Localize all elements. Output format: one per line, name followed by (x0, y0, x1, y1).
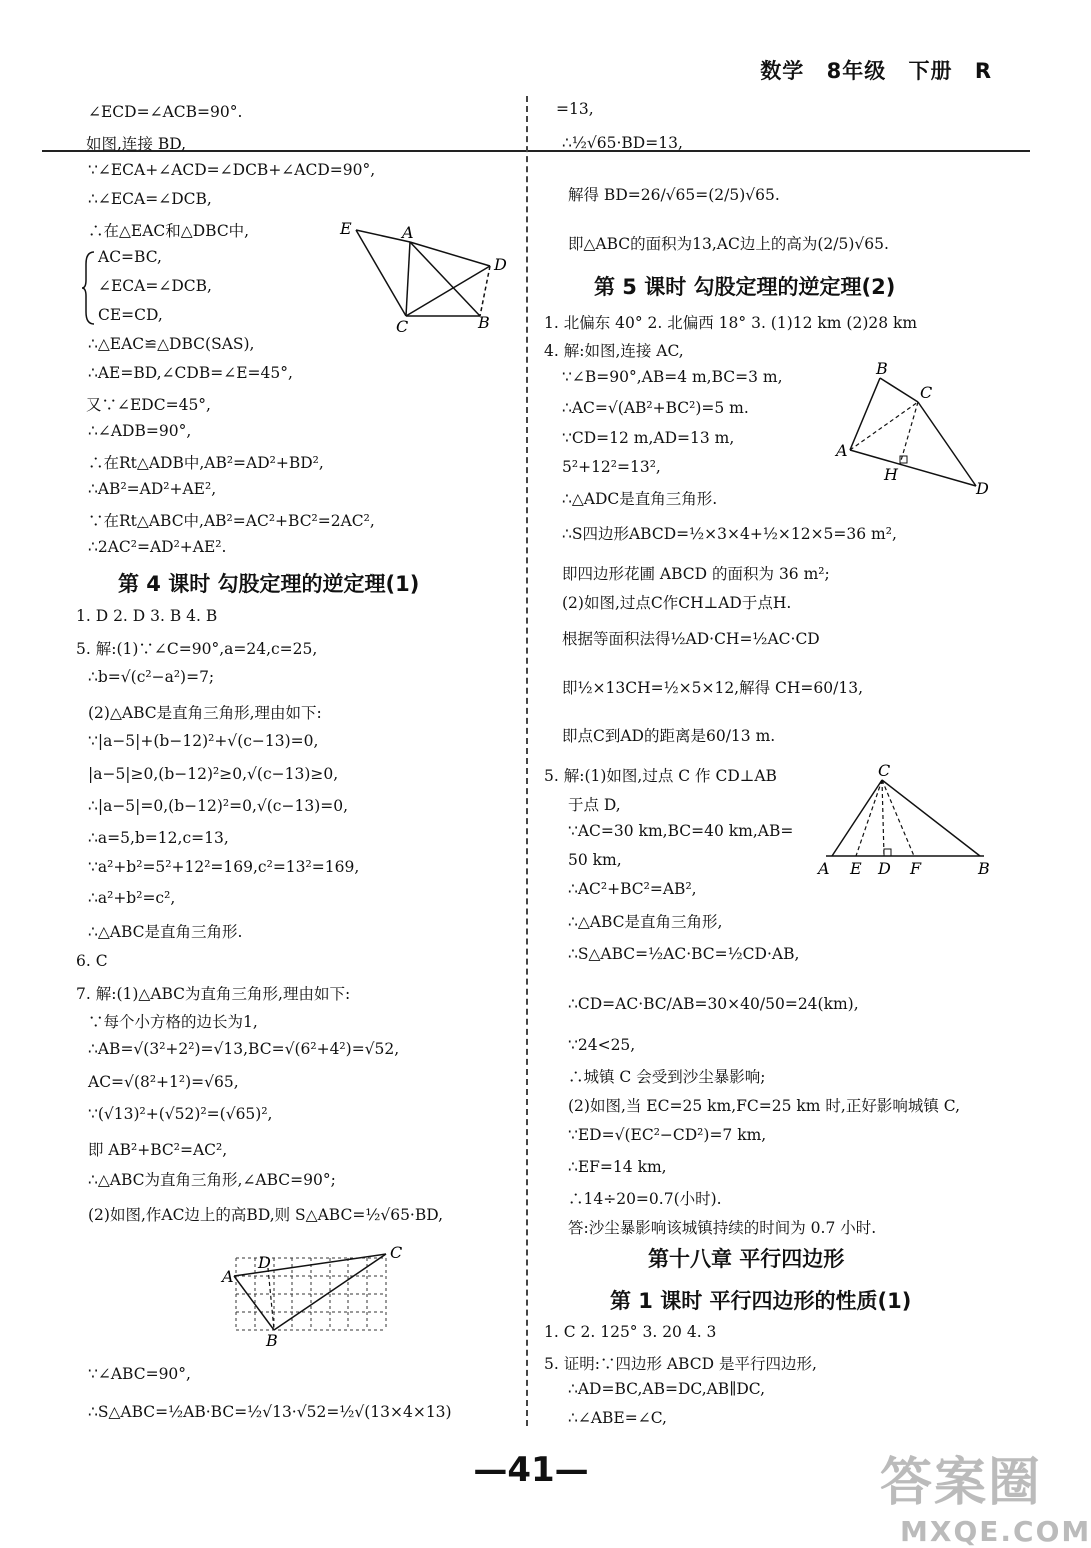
fig1-label: B (478, 313, 490, 332)
header-subject: 数学 (760, 59, 805, 83)
text-line: ∵CD=12 m,AD=13 m, (562, 429, 735, 447)
text-line: 6. C (76, 952, 108, 970)
figure-triangles-eacdb (336, 216, 526, 336)
figure-grid-triangle (220, 1242, 410, 1352)
watermark (880, 1440, 1091, 1548)
text-line: 解得 BD=26/√65=(2/5)√65. (568, 186, 780, 204)
fig3-label: D (976, 479, 989, 498)
fig3-label: C (920, 383, 933, 402)
fig4-label: D (878, 859, 891, 878)
text-line: ∴a=5,b=12,c=13, (88, 829, 229, 847)
text-line: ∴EF=14 km, (568, 1158, 667, 1176)
text-line: ∴½√65·BD=13, (562, 134, 683, 152)
text-line: ∴14÷20=0.7(小时). (568, 1190, 722, 1208)
fig3-label: B (876, 359, 888, 378)
text-line: 50 km, (568, 851, 622, 869)
text-line: ∴S△ABC=½AC·BC=½CD·AB, (568, 945, 800, 963)
text-line: ∴a²+b²=c², (88, 889, 176, 907)
text-line: ∵ED=√(EC²−CD²)=7 km, (568, 1126, 767, 1144)
text-line: ∴∠ADB=90°, (88, 422, 192, 440)
text-line: ∴城镇 C 会受到沙尘暴影响; (568, 1068, 766, 1086)
text-line: ∵AC=30 km,BC=40 km,AB= (568, 822, 794, 840)
text-line: ∴AD=BC,AB=DC,AB∥DC, (568, 1380, 766, 1398)
fig4-label: A (818, 859, 830, 878)
fig1-label: C (396, 317, 409, 336)
text-line: ∵a²+b²=5²+12²=169,c²=13²=169, (88, 858, 360, 876)
fig1-label: D (494, 255, 507, 274)
text-line: ∠ECD=∠ACB=90°. (88, 103, 243, 121)
fig2-label: B (266, 1331, 278, 1350)
figure-triangle-cab (812, 762, 1002, 880)
text-line: ∵在Rt△ABC中,AB²=AC²+BC²=2AC², (88, 512, 375, 530)
figure-quadrilateral-abcd (832, 360, 1002, 500)
text-line: AC=BC, (98, 248, 162, 266)
text-line: ∵∠ABC=90°, (88, 1365, 191, 1383)
text-line: ∴∠ECA=∠DCB, (88, 190, 212, 208)
text-line: ∴△ABC是直角三角形, (568, 913, 723, 931)
fig1-label: E (340, 219, 352, 238)
text-line: (2)△ABC是直角三角形,理由如下: (88, 704, 322, 722)
text-line: ∵每个小方格的边长为1, (88, 1013, 258, 1031)
fig1-label: A (402, 223, 414, 242)
text-line: 即 AB²+BC²=AC², (88, 1141, 228, 1159)
text-line: ∴△ADC是直角三角形. (562, 490, 718, 508)
text-line: 1. 北偏东 40° 2. 北偏西 18° 3. (1)12 km (2)28 km (544, 314, 918, 332)
text-line: 根据等面积法得½AD·CH=½AC·CD (562, 630, 820, 648)
text-line: ∴△ABC是直角三角形. (88, 923, 243, 941)
text-line: ∴△EAC≌△DBC(SAS), (88, 335, 255, 353)
text-line: ∴AE=BD,∠CDB=∠E=45°, (88, 364, 293, 382)
fig4-label: C (878, 761, 891, 780)
fig4-label: B (978, 859, 990, 878)
text-line: =13, (556, 100, 594, 118)
fig3-label: A (836, 441, 848, 460)
text-line: (2)如图,过点C作CH⊥AD于点H. (562, 594, 792, 612)
section-title: 第 1 课时 平行四边形的性质(1) (610, 1289, 912, 1313)
text-line: ∠ECA=∠DCB, (98, 277, 212, 295)
text-line: ∴S四边形ABCD=½×3×4+½×12×5=36 m², (562, 525, 897, 543)
text-line: ∵(√13)²+(√52)²=(√65)², (88, 1105, 273, 1123)
text-line: ∴2AC²=AD²+AE². (88, 538, 227, 556)
text-line: ∴S△ABC=½AB·BC=½√13·√52=½√(13×4×13) (88, 1403, 452, 1421)
watermark-url: MXQE.COM (900, 1515, 1091, 1548)
text-line: ∵∠B=90°,AB=4 m,BC=3 m, (562, 368, 783, 386)
text-line: ∴AC²+BC²=AB², (568, 880, 697, 898)
fig2-label: A (222, 1267, 234, 1286)
header-volume: 下册 (908, 59, 953, 83)
text-line: ∴|a−5|=0,(b−12)²=0,√(c−13)=0, (88, 797, 349, 815)
header-edition: R (974, 59, 992, 83)
text-line: |a−5|≥0,(b−12)²≥0,√(c−13)≥0, (88, 765, 339, 783)
text-line: 即点C到AD的距离是60/13 m. (562, 727, 776, 745)
text-line: 即四边形花圃 ABCD 的面积为 36 m²; (562, 565, 830, 583)
section-title: 第 5 课时 勾股定理的逆定理(2) (594, 275, 896, 299)
text-line: 1. C 2. 125° 3. 20 4. 3 (544, 1323, 717, 1341)
text-line: ∵|a−5|+(b−12)²+√(c−13)=0, (88, 732, 319, 750)
text-line: ∴AB²=AD²+AE², (88, 480, 217, 498)
text-line: ∴CD=AC·BC/AB=30×40/50=24(km), (568, 995, 859, 1013)
text-line: 5. 解:(1)∵∠C=90°,a=24,c=25, (76, 640, 318, 658)
text-line: ∴AC=√(AB²+BC²)=5 m. (562, 399, 749, 417)
fig2-label: C (390, 1243, 403, 1262)
chapter-title: 第十八章 平行四边形 (648, 1247, 845, 1271)
fig3-label: H (884, 465, 898, 484)
text-line: 5. 证明:∵四边形 ABCD 是平行四边形, (544, 1355, 817, 1373)
header-grade: 8年级 (826, 59, 887, 83)
text-line: CE=CD, (98, 306, 163, 324)
text-line: ∴△ABC为直角三角形,∠ABC=90°; (88, 1171, 336, 1189)
fig4-label: F (910, 859, 922, 878)
text-line: 又∵∠EDC=45°, (86, 396, 211, 414)
section-title: 第 4 课时 勾股定理的逆定理(1) (118, 572, 420, 596)
text-line: ∴在Rt△ADB中,AB²=AD²+BD², (88, 454, 324, 472)
text-line: 1. D 2. D 3. B 4. B (76, 607, 218, 625)
text-line: AC=√(8²+1²)=√65, (88, 1073, 239, 1091)
text-line: ∵∠ECA+∠ACD=∠DCB+∠ACD=90°, (88, 161, 376, 179)
text-line: ∴在△EAC和△DBC中, (88, 222, 250, 240)
text-line: ∴AB=√(3²+2²)=√13,BC=√(6²+4²)=√52, (88, 1040, 400, 1058)
text-line: ∵24<25, (568, 1036, 636, 1054)
text-line: ∴b=√(c²−a²)=7; (88, 668, 215, 686)
fig2-label: D (258, 1253, 271, 1272)
text-line: 5²+12²=13², (562, 458, 661, 476)
text-line: ∴∠ABE=∠C, (568, 1409, 667, 1427)
text-line: 于点 D, (568, 796, 621, 814)
text-line: 4. 解:如图,连接 AC, (544, 342, 684, 360)
text-line: 如图,连接 BD, (86, 135, 187, 153)
text-line: (2)如图,作AC边上的高BD,则 S△ABC=½√65·BD, (88, 1206, 444, 1224)
text-line: (2)如图,当 EC=25 km,FC=25 km 时,正好影响城镇 C, (568, 1097, 960, 1115)
text-line: 即½×13CH=½×5×12,解得 CH=60/13, (562, 679, 863, 697)
fig4-label: E (850, 859, 862, 878)
text-line: 即△ABC的面积为13,AC边上的高为(2/5)√65. (568, 235, 889, 253)
brace (82, 250, 96, 326)
page-number: —41— (473, 1450, 589, 1490)
text-line: 5. 解:(1)如图,过点 C 作 CD⊥AB (544, 767, 777, 785)
text-line: 7. 解:(1)△ABC为直角三角形,理由如下: (76, 985, 351, 1003)
watermark-logo: 答案圈 (880, 1453, 1043, 1513)
text-line: 答:沙尘暴影响该城镇持续的时间为 0.7 小时. (568, 1219, 877, 1237)
